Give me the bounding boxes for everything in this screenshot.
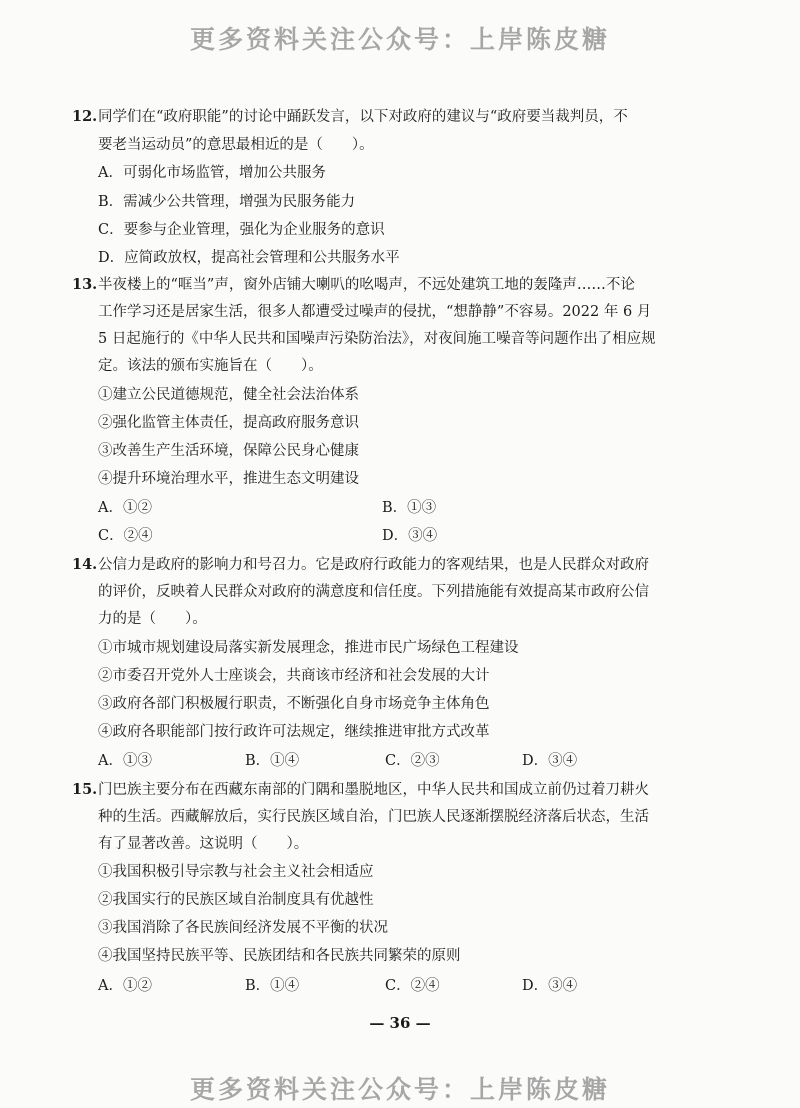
statement-3: ③我国消除了各民族间经济发展不平衡的状况: [98, 920, 388, 936]
option-a: A．①②: [98, 978, 152, 994]
statement-1: ①建立公民道德规范，健全社会法治体系: [98, 387, 359, 403]
statement-3: ③政府各部门积极履行职责，不断强化自身市场竞争主体角色: [98, 696, 490, 712]
question-text-line: 要老当运动员”的意思最相近的是（ ）。: [98, 137, 374, 153]
option-b: B．需减少公共管理，增强为民服务能力: [98, 194, 356, 210]
watermark-bottom: 更多资料关注公众号：上岸陈皮糖: [189, 1075, 610, 1104]
option-d: D．应简政放权，提高社会管理和公共服务水平: [98, 250, 400, 266]
option-c: C．要参与企业管理，强化为企业服务的意识: [98, 222, 385, 238]
option-a: A．①③: [98, 753, 152, 769]
statement-2: ②市委召开党外人士座谈会，共商该市经济和社会发展的大计: [98, 668, 490, 684]
question-text-line: 力的是（ ）。: [98, 611, 207, 627]
option-a: A．可弱化市场监管，增加公共服务: [98, 165, 326, 181]
question-number: 14.: [72, 556, 98, 573]
statement-2: ②我国实行的民族区域自治制度具有优越性: [98, 892, 374, 908]
statement-4: ④政府各职能部门按行政许可法规定，继续推进审批方式改革: [98, 724, 490, 740]
question-text-line: 同学们在“政府职能”的讨论中踊跃发言，以下对政府的建议与“政府要当裁判员，不: [98, 109, 628, 125]
option-d: D．③④: [382, 528, 438, 544]
question-text-line: 有了显著改善。这说明（ ）。: [98, 836, 309, 852]
question-text-line: 工作学习还是居家生活，很多人都遭受过噪声的侵扰，“想静静”不容易。2022 年 6 月: [98, 304, 652, 320]
option-d: D．③④: [522, 753, 578, 769]
statement-4: ④提升环境治理水平，推进生态文明建设: [98, 471, 359, 487]
question-number: 12.: [72, 108, 98, 125]
statement-1: ①我国积极引导宗教与社会主义社会相适应: [98, 864, 374, 880]
statement-4: ④我国坚持民族平等、民族团结和各民族共同繁荣的原则: [98, 948, 461, 964]
option-b: B．①④: [245, 978, 300, 994]
statement-1: ①市城市规划建设局落实新发展理念，推进市民广场绿色工程建设: [98, 640, 519, 656]
question-text-line: 种的生活。西藏解放后，实行民族区域自治，门巴族人民逐渐摆脱经济落后状态，生活: [98, 809, 649, 825]
option-b: B．①④: [245, 753, 300, 769]
option-b: B．①③: [382, 500, 437, 516]
question-text-line: 公信力是政府的影响力和号召力。它是政府行政能力的客观结果，也是人民群众对政府: [98, 557, 649, 573]
statement-3: ③改善生产生活环境，保障公民身心健康: [98, 443, 359, 459]
option-c: C．②④: [98, 528, 153, 544]
option-c: C．②③: [385, 753, 440, 769]
question-text-line: 定。该法的颁布实施旨在（ ）。: [98, 358, 323, 374]
statement-2: ②强化监管主体责任，提高政府服务意识: [98, 415, 359, 431]
option-c: C．②④: [385, 978, 440, 994]
question-text-line: 门巴族主要分布在西藏东南部的门隅和墨脱地区，中华人民共和国成立前仍过着刀耕火: [98, 782, 649, 798]
question-text-line: 的评价，反映着人民群众对政府的满意度和信任度。下列措施能有效提高某市政府公信: [98, 584, 649, 600]
page-number: — 36 —: [369, 1014, 431, 1032]
question-number: 15.: [72, 781, 98, 798]
question-text-line: 5 日起施行的《中华人民共和国噪声污染防治法》，对夜间施工噪音等问题作出了相应规: [98, 331, 656, 347]
option-d: D．③④: [522, 978, 578, 994]
option-a: A．①②: [98, 500, 152, 516]
question-text-line: 半夜楼上的“哐当”声，窗外店铺大喇叭的吆喝声，不远处建筑工地的轰隆声……不论: [98, 277, 635, 293]
question-number: 13.: [72, 276, 98, 293]
watermark-top: 更多资料关注公众号：上岸陈皮糖: [189, 25, 610, 54]
